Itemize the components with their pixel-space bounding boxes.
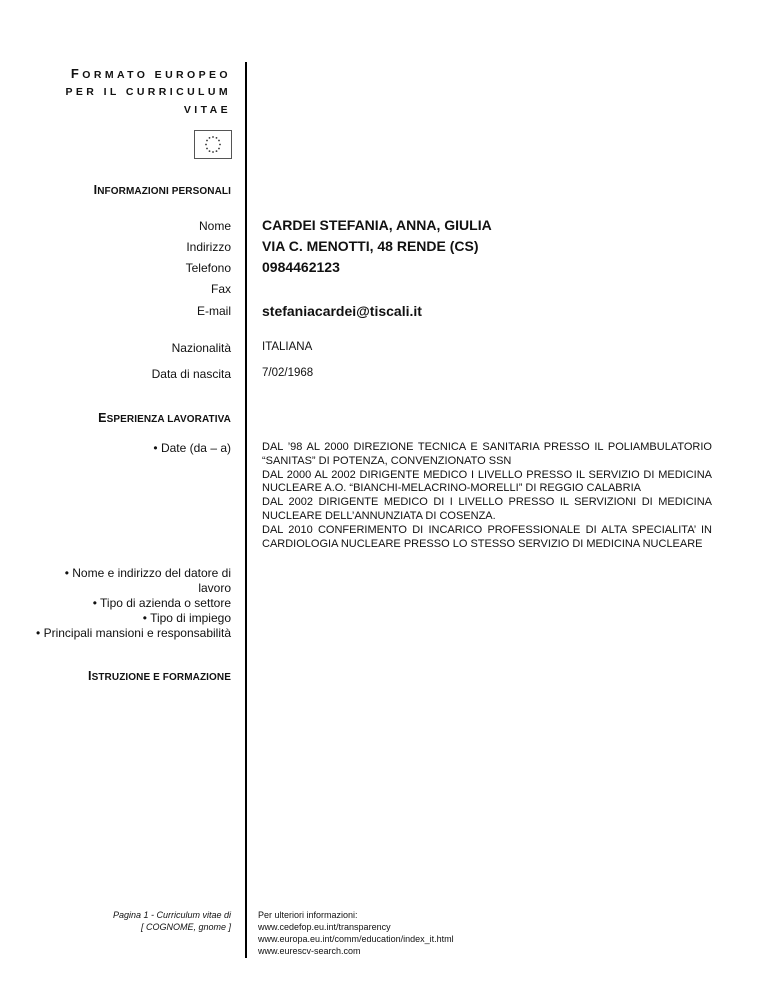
label-nazionalita: Nazionalità bbox=[171, 341, 231, 355]
section-education bbox=[88, 669, 231, 683]
footer-link[interactable]: www.cedefop.eu.int/transparency bbox=[258, 922, 391, 932]
experience-entry: DAL 2000 AL 2002 DIRIGENTE MEDICO I LIVELLO PRESSO IL SERVIZIO DI MEDICINA NUCLEARE A.O. “BIANCHI-MELACRINO-MORELLI” DI REGGIO CALABRIA bbox=[262, 468, 712, 495]
section-personal-info bbox=[94, 183, 231, 197]
footer-links bbox=[258, 909, 454, 957]
value-email: stefaniacardei@tiscali.it bbox=[262, 303, 422, 319]
label-employer: • Nome e indirizzo del datore di bbox=[64, 566, 231, 580]
footer-link[interactable]: www.eurescv-search.com bbox=[258, 946, 361, 956]
section-experience-text: SPERIENZA LAVORATIVA bbox=[106, 414, 231, 425]
experience-entry: DAL 2002 DIRIGENTE MEDICO DI I LIVELLO PRESSO IL SERVIZIONI DI MEDICINA NUCLEARE DELL’ANNUNZIATA DI COSENZA. bbox=[262, 496, 712, 522]
experience-entries bbox=[262, 441, 712, 551]
value-nome: CARDEI STEFANIA, ANNA, GIULIA bbox=[262, 217, 492, 233]
label-fax: Fax bbox=[210, 282, 231, 296]
value-telefono: 0984462123 bbox=[262, 259, 340, 275]
experience-entry: DAL 2010 CONFERIMENTO DI INCARICO PROFESSIONALE DI ALTA SPECIALITA’ IN CARDIOLOGIA NUCLEARE PRESSO LO STESSO SERVIZIO DI MEDICINA NUCLEARE bbox=[262, 523, 712, 550]
header-initial: F bbox=[70, 66, 83, 81]
vertical-divider bbox=[245, 62, 247, 958]
label-sector: • Tipo di azienda o settore bbox=[92, 596, 231, 610]
cv-header-line-3: VITAE bbox=[183, 104, 231, 116]
label-date: • Date (da – a) bbox=[153, 441, 231, 455]
cv-header-line-2: PER IL CURRICULUM bbox=[65, 86, 231, 98]
section-education-initial: I bbox=[88, 669, 92, 683]
footer-link[interactable]: www.europa.eu.int/comm/education/index_it.html bbox=[258, 934, 454, 944]
label-job-type: • Tipo di impiego bbox=[142, 611, 231, 625]
value-nazionalita: ITALIANA bbox=[262, 341, 313, 353]
section-personal-initial: I bbox=[93, 183, 98, 197]
label-indirizzo: Indirizzo bbox=[186, 240, 231, 254]
footer-page-info bbox=[113, 909, 231, 933]
value-data-nascita: 7/02/1968 bbox=[262, 367, 314, 379]
section-experience-initial: E bbox=[98, 411, 107, 425]
label-nome: Nome bbox=[198, 219, 231, 233]
footer-page-line: Pagina 1 - Curriculum vitae di bbox=[112, 910, 231, 920]
experience-entry: DAL ’98 AL 2000 DIREZIONE TECNICA E SANITARIA PRESSO IL POLIAMBULATORIO “SANITAS” DI POTENZA, CONVENZIONATO SSN bbox=[262, 441, 712, 467]
section-experience bbox=[98, 411, 231, 425]
cv-header-line-1 bbox=[71, 66, 231, 81]
label-employer-cont: lavoro bbox=[198, 581, 231, 595]
eu-flag-icon bbox=[194, 130, 232, 159]
section-personal-text: NFORMAZIONI PERSONALI bbox=[97, 186, 231, 197]
label-email: E-mail bbox=[196, 304, 231, 318]
footer-name-placeholder: [ COGNOME, gnome ] bbox=[140, 922, 231, 932]
label-duties: • Principali mansioni e responsabilità bbox=[36, 626, 231, 640]
footer-info-heading: Per ulteriori informazioni: bbox=[258, 910, 358, 920]
label-telefono: Telefono bbox=[185, 261, 231, 275]
header-line-1-text: ORMATO EUROPEO bbox=[82, 69, 231, 81]
value-indirizzo: VIA C. MENOTTI, 48 RENDE (CS) bbox=[262, 238, 479, 254]
label-data-nascita: Data di nascita bbox=[151, 367, 231, 381]
section-education-text: STRUZIONE E FORMAZIONE bbox=[91, 672, 231, 683]
eu-stars-icon bbox=[195, 131, 231, 158]
